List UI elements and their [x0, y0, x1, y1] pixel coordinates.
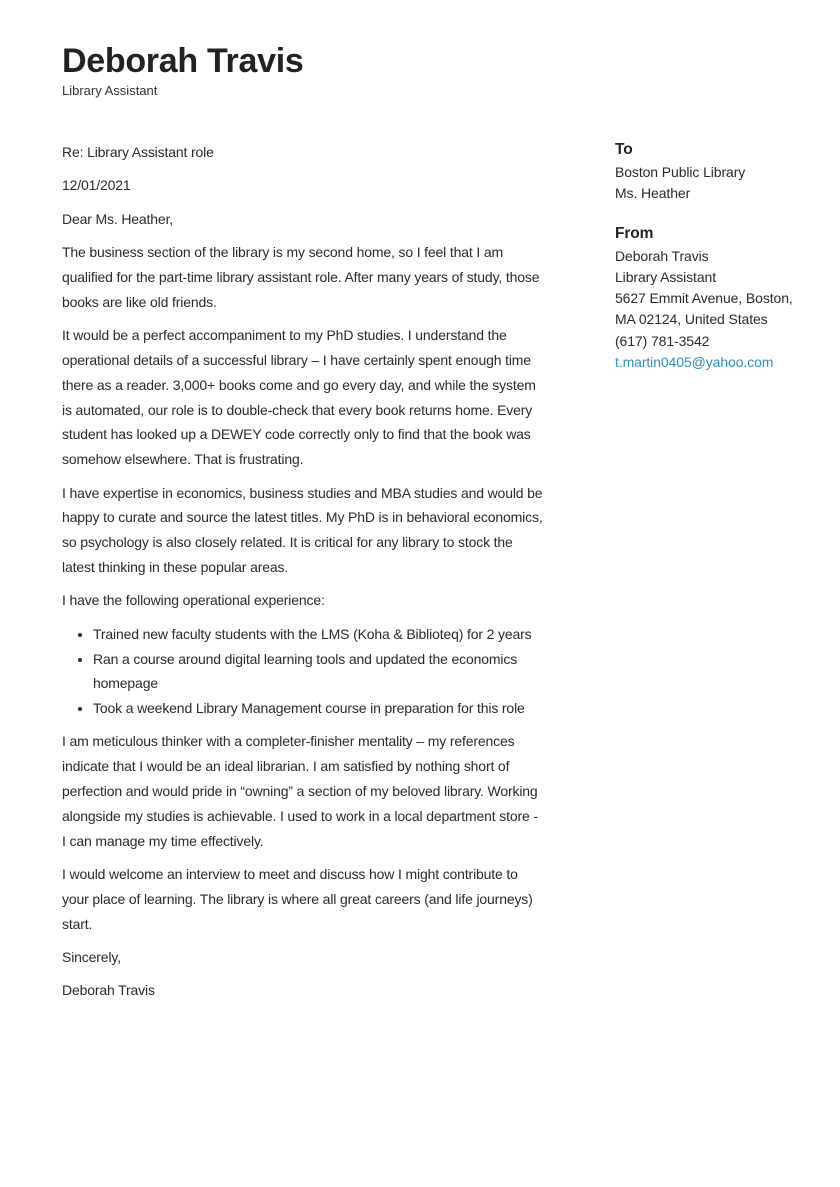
- letter-date: 12/01/2021: [62, 177, 131, 194]
- signoff: Sincerely,: [62, 949, 121, 966]
- paragraph: I have the following operational experience:: [62, 592, 325, 609]
- sidebar: [615, 139, 805, 391]
- recipient-line: Ms. Heather: [615, 185, 691, 202]
- to-heading: To: [615, 141, 633, 158]
- sender-line: Library Assistant: [615, 269, 717, 286]
- subject-line: Re: Library Assistant role: [62, 144, 214, 160]
- list-item: • Trained new faculty students with the LMS (Koha & Biblioteq) for 2 years: [93, 622, 544, 647]
- applicant-name: Deborah Travis: [62, 42, 304, 80]
- list-item: • Ran a course around digital learning tools and updated the economics homepage: [93, 647, 544, 697]
- from-heading: From: [615, 224, 654, 242]
- recipient-block: [615, 139, 805, 205]
- paragraph: I am meticulous thinker with a completer-finisher mentality – my references indicate that I would be an ideal librarian. I am satisfied by nothing short of perfection and would pride in “owning” a section of my beloved library. Working alongside my studies is achievable. I used to work in a local department store - I can manage my time effectively.: [62, 733, 538, 849]
- signature: Deborah Travis: [62, 982, 155, 999]
- experience-list: [62, 622, 544, 721]
- sender-block: [615, 223, 805, 373]
- list-item: • Took a weekend Library Management course in preparation for this role: [93, 696, 544, 721]
- sender-phone: (617) 781-3542: [615, 332, 710, 349]
- sender-address: 5627 Emmit Avenue, Boston, MA 02124, United States: [615, 290, 793, 328]
- paragraph: It would be a perfect accompaniment to my PhD studies. I understand the operational details of a successful library – I have certainly spent enough time there as a reader. 3,000+ books come and go every day, and while the system is automated, our role is to double-check that every book returns home. Every student has looked up a DEWEY code correctly only to find that the book was somehow elsewhere. That is frustrating.: [62, 327, 536, 468]
- paragraph: I would welcome an interview to meet and discuss how I might contribute to your place of learning. The library is where all great careers (and life journeys) start.: [62, 866, 533, 932]
- paragraph: I have expertise in economics, business studies and MBA studies and would be happy to curate and source the latest titles. My PhD is in behavioral economics, so psychology is also closely related. It is critical for any library to stock the latest thinking in these popular areas.: [62, 484, 543, 575]
- salutation: Dear Ms. Heather,: [62, 210, 174, 227]
- letter-body: [62, 140, 544, 1012]
- sender-line: Deborah Travis: [615, 247, 709, 264]
- sender-email-link[interactable]: t.martin0405@yahoo.com: [615, 353, 774, 370]
- paragraph: The business section of the library is my second home, so I feel that I am qualified for the part-time library assistant role. After many years of study, those books are like old friends.: [62, 244, 540, 310]
- recipient-line: Boston Public Library: [615, 164, 746, 181]
- applicant-title: Library Assistant: [62, 83, 158, 98]
